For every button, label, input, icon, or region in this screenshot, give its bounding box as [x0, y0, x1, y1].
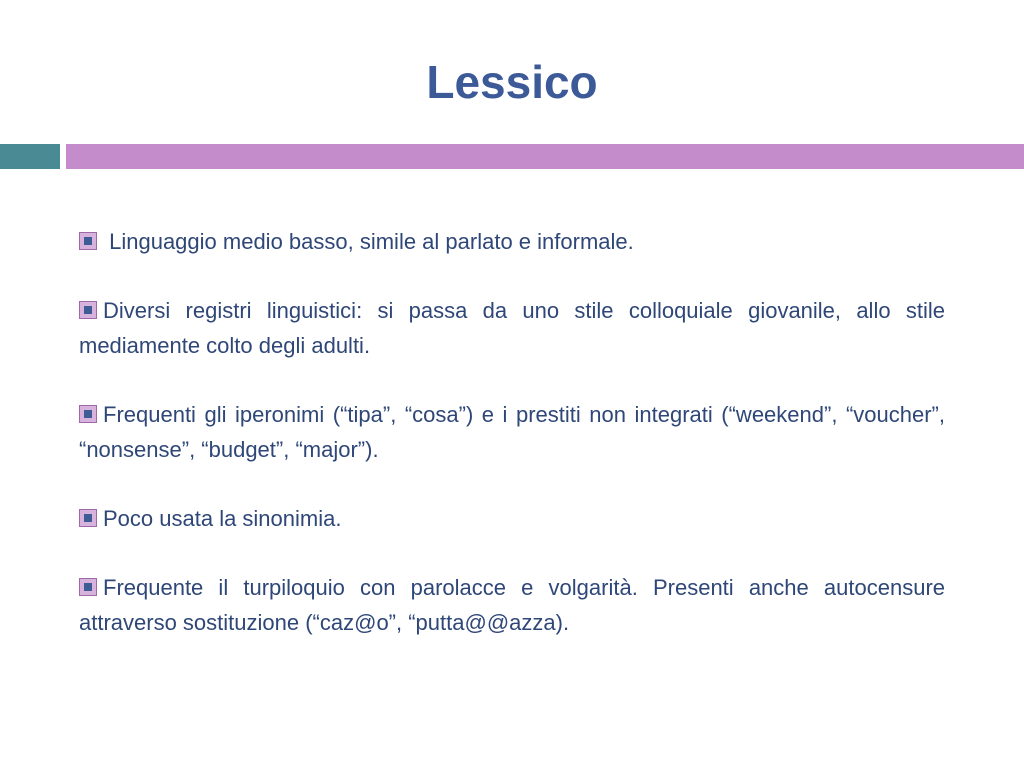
bullet-text: Frequenti gli iperonimi (“tipa”, “cosa”) e i prestiti non integrati (“weekend”, “voucher”, “nonsense”, “budget”, “major”).: [79, 402, 945, 462]
bullet-text: Frequente il turpiloquio con parolacce e volgarità. Presenti anche autocensure attraverso sostituzione (“caz@o”, “putta@@azza).: [79, 575, 945, 635]
slide-title: Lessico: [426, 56, 598, 108]
square-bullet-icon: [79, 301, 97, 319]
bullet-item: [79, 397, 945, 467]
bullet-text: Poco usata la sinonimia.: [103, 506, 342, 531]
bullet-list: [79, 224, 945, 674]
bullet-item: [79, 224, 945, 259]
square-bullet-icon: [79, 509, 97, 527]
bullet-item: [79, 293, 945, 363]
bullet-item: [79, 570, 945, 640]
square-bullet-icon: [79, 578, 97, 596]
bullet-text: Linguaggio medio basso, simile al parlato e informale.: [103, 229, 634, 254]
bullet-text: Diversi registri linguistici: si passa da uno stile colloquiale giovanile, allo stile mediamente colto degli adulti.: [79, 298, 945, 358]
bullet-item: [79, 501, 945, 536]
square-bullet-icon: [79, 232, 97, 250]
header-accent-bar-right: [66, 144, 1024, 169]
header-accent-bar-left: [0, 144, 60, 169]
square-bullet-icon: [79, 405, 97, 423]
